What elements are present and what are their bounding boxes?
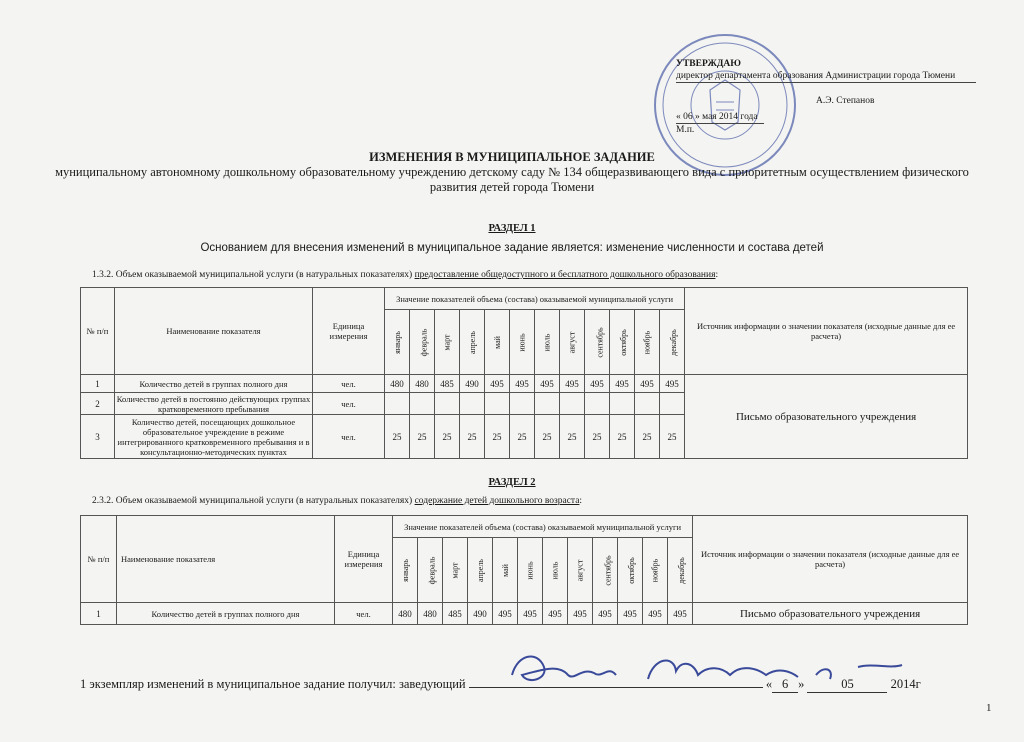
document-title: ИЗМЕНЕНИЯ В МУНИЦИПАЛЬНОЕ ЗАДАНИЕ bbox=[369, 150, 655, 164]
header-name: Наименование показателя bbox=[117, 516, 335, 603]
month-header: январь bbox=[385, 310, 410, 375]
header-unit: Единица измерения bbox=[313, 288, 385, 375]
month-header: апрель bbox=[460, 310, 485, 375]
month-header: декабрь bbox=[668, 538, 693, 603]
table-row: 1 Количество детей в группах полного дня чел. 480 480 485 490 495 495 495 495 495 495 495 495 Письмо образовательного учреждения bbox=[81, 375, 968, 393]
month-header: март bbox=[443, 538, 468, 603]
section1-table bbox=[80, 287, 968, 459]
footer-text: 1 экземпляр изменений в муниципальное задание получил: заведующий bbox=[80, 677, 466, 691]
month-header: сентябрь bbox=[585, 310, 610, 375]
page-number: 1 bbox=[986, 702, 992, 714]
section2-heading: РАЗДЕЛ 2 bbox=[488, 477, 536, 488]
month-header: август bbox=[568, 538, 593, 603]
table-row: 1 Количество детей в группах полного дня чел. 480 480 485 490 495 495 495 495 495 495 495 495 Письмо образовательного учреждения bbox=[81, 603, 968, 625]
footer-receipt: 1 экземпляр изменений в муниципальное задание получил: заведующий « 6 » 05 2014г bbox=[80, 677, 921, 691]
section2-caption: 2.3.2. Объем оказываемой муниципальной услуги (в натуральных показателях) содержание детей дошкольного возраста: bbox=[92, 496, 583, 506]
header-num: № п/п bbox=[81, 516, 117, 603]
signature-line bbox=[469, 687, 763, 688]
month-header: январь bbox=[393, 538, 418, 603]
month-header: август bbox=[560, 310, 585, 375]
header-num: № п/п bbox=[81, 288, 115, 375]
header-values: Значение показателей объема (состава) оказываемой муниципальной услуги bbox=[385, 288, 685, 310]
month-header: июль bbox=[535, 310, 560, 375]
approval-block bbox=[676, 58, 976, 136]
header-values: Значение показателей объема (состава) оказываемой муниципальной услуги bbox=[393, 516, 693, 538]
footer-month: 05 bbox=[807, 677, 887, 693]
month-header: октябрь bbox=[618, 538, 643, 603]
month-header: май bbox=[485, 310, 510, 375]
section1-heading: РАЗДЕЛ 1 bbox=[488, 223, 536, 234]
month-header: февраль bbox=[410, 310, 435, 375]
month-header: декабрь bbox=[660, 310, 685, 375]
table-row: 3 Количество детей, посещающих дошкольное образовательное учреждение в режиме интегрированного кратковременного пребывания и в консультационно-методических пунктах чел. 25 25 25 25 25 25 25 25 25 25 25 25 bbox=[81, 415, 968, 459]
month-header: ноябрь bbox=[635, 310, 660, 375]
approval-position: директор департамента образования Администрации города Тюмени bbox=[676, 70, 976, 83]
header-unit: Единица измерения bbox=[335, 516, 393, 603]
source-cell: Письмо образовательного учреждения bbox=[685, 375, 968, 459]
month-header: сентябрь bbox=[593, 538, 618, 603]
header-name: Наименование показателя bbox=[115, 288, 313, 375]
approval-signer: А.Э. Степанов bbox=[816, 96, 875, 106]
month-header: октябрь bbox=[610, 310, 635, 375]
section1-basis: Основанием для внесения изменений в муниципальное задание является: изменение численности и состава детей bbox=[200, 242, 824, 254]
month-header: февраль bbox=[418, 538, 443, 603]
footer-year: 2014г bbox=[890, 677, 921, 691]
document-subtitle: муниципальному автономному дошкольному образовательному учреждению детскому саду № 134 общеразвивающего вида с приоритетным осуществлением физического развития детей города Тюмени bbox=[55, 165, 969, 194]
section2-service-name: содержание детей дошкольного возраста bbox=[414, 496, 580, 506]
footer-day: 6 bbox=[772, 677, 798, 693]
month-header: июль bbox=[543, 538, 568, 603]
header-source: Источник информации о значении показателя (исходные данные для ее расчета) bbox=[693, 516, 968, 603]
approval-heading: УТВЕРЖДАЮ bbox=[676, 59, 741, 69]
month-header: июнь bbox=[518, 538, 543, 603]
section1-service-name: предоставление общедоступного и бесплатного дошкольного образования bbox=[414, 270, 716, 280]
header-source: Источник информации о значении показателя (исходные данные для ее расчета) bbox=[685, 288, 968, 375]
month-header: ноябрь bbox=[643, 538, 668, 603]
month-header: март bbox=[435, 310, 460, 375]
approval-date: « 06 » мая 2014 года bbox=[676, 111, 764, 124]
month-header: апрель bbox=[468, 538, 493, 603]
table-row: 2 Количество детей в постоянно действующих группах кратковременного пребывания чел. bbox=[81, 393, 968, 415]
approval-mp: М.п. bbox=[676, 125, 695, 135]
month-header: май bbox=[493, 538, 518, 603]
section2-table bbox=[80, 515, 968, 625]
month-header: июнь bbox=[510, 310, 535, 375]
section1-caption: 1.3.2. Объем оказываемой муниципальной услуги (в натуральных показателях) предоставление общедоступного и бесплатного дошкольного образования: bbox=[92, 270, 719, 280]
source-cell: Письмо образовательного учреждения bbox=[693, 603, 968, 625]
